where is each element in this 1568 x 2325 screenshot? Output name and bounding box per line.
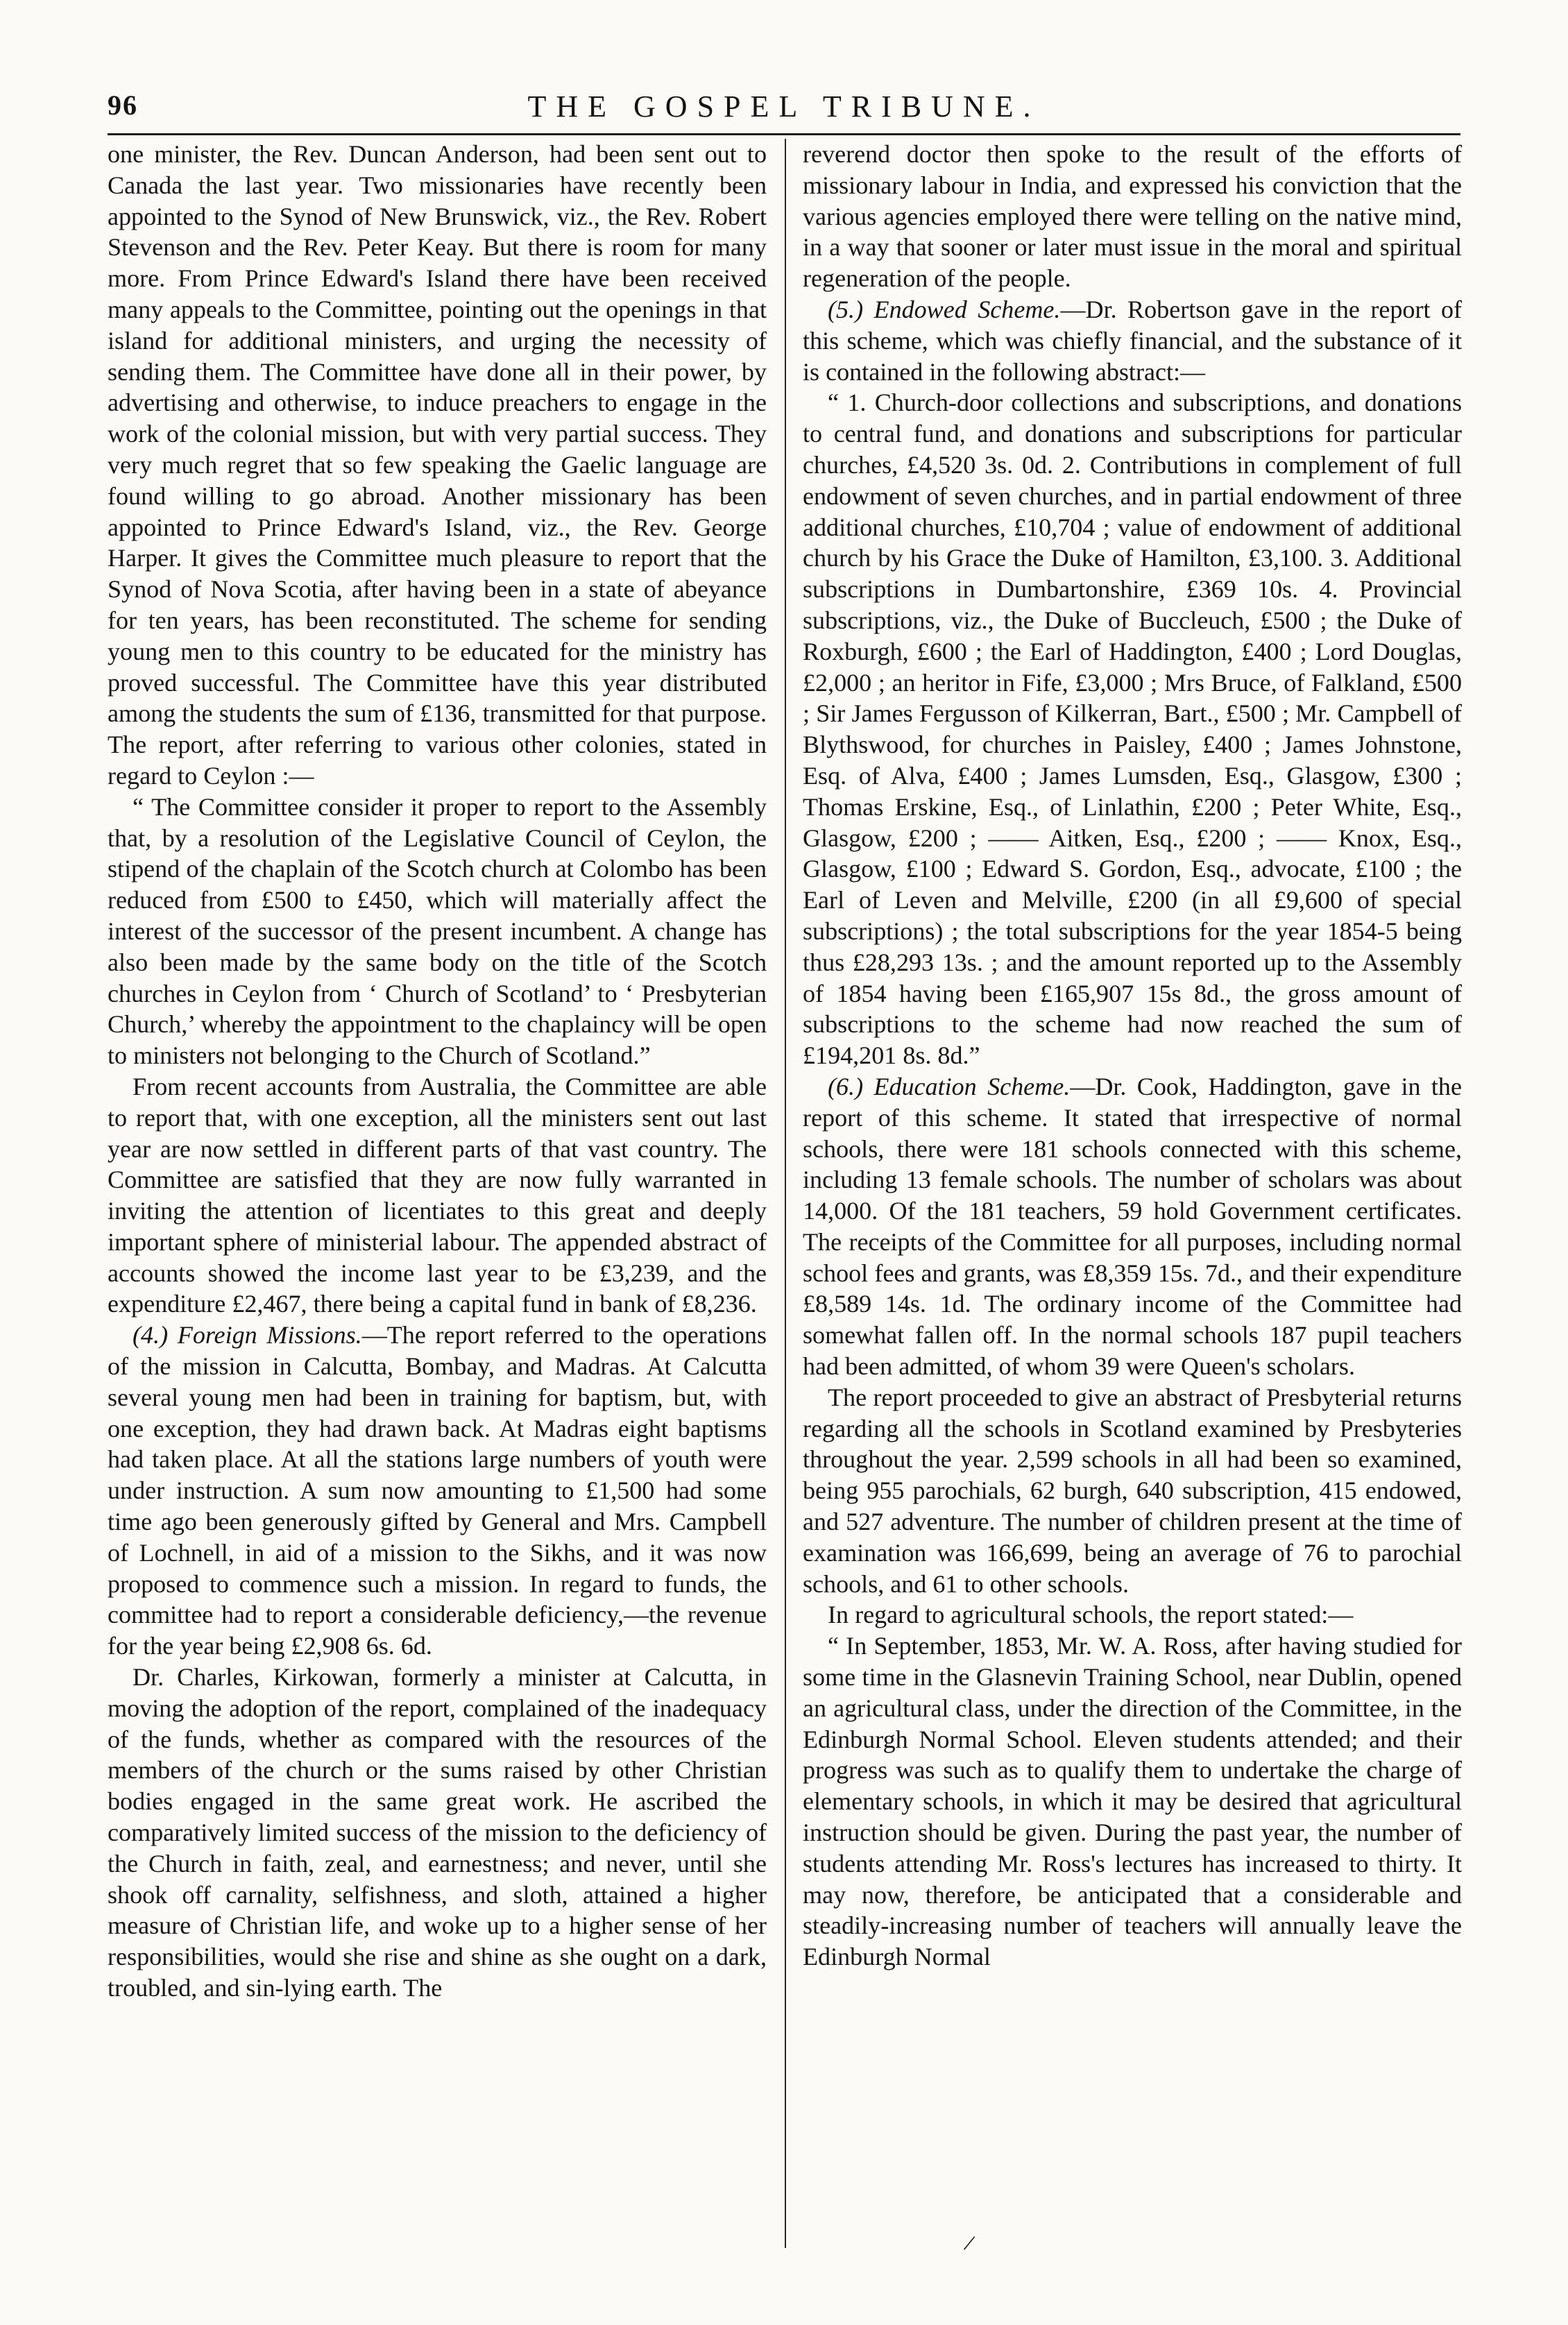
paragraph: “ The Committee consider it proper to report to the Assembly that, by a resolution of the Legislative Council of Ceylon, the stipend of the chaplain of the Scotch church at Colombo has been reduced from £500 to £450, which will materially affect the interest of the successor of the present incumbent. A change has also been made by the same body on the title of the Scotch churches in Ceylon from ‘ Church of Scotland’ to ‘ Presbyterian Church,’ whereby the appointment to the chaplaincy will be open to ministers not belonging to the Church of Scotland.” xyxy=(108,792,767,1070)
running-title: THE GOSPEL TRIBUNE. xyxy=(527,90,1041,124)
header-rule xyxy=(108,133,1460,135)
left-column xyxy=(108,139,767,2004)
section-label: (4.) Foreign Missions. xyxy=(133,1321,362,1349)
paragraph: “ 1. Church-door collections and subscriptions, and donations to central fund, and donations and subscriptions for particular churches, £4,520 3s. 0d. 2. Contributions in complement of full endowment of seven churches, and in partial endowment of three additional churches, £10,704 ; value of endowment of additional church by his Grace the Duke of Hamilton, £3,100. 3. Additional subscriptions in Dumbartonshire, £369 10s. 4. Provincial subscriptions, viz., the Duke of Buccleuch, £500 ; the Duke of Roxburgh, £600 ; the Earl of Haddington, £400 ; Lord Douglas, £2,000 ; an heritor in Fife, £3,000 ; Mrs Bruce, of Falkland, £500 ; Sir James Fergusson of Kilkerran, Bart., £500 ; Mr. Campbell of Blythswood, for churches in Paisley, £400 ; James Johnstone, Esq. of Alva, £400 ; James Lumsden, Esq., Glasgow, £300 ; Thomas Erskine, Esq., of Linlathin, £200 ; Peter White, Esq., Glasgow, £200 ; —— Aitken, Esq., £200 ; —— Knox, Esq., Glasgow, £100 ; Edward S. Gordon, Esq., advocate, £100 ; the Earl of Leven and Melville, £200 (in all £9,600 of special subscriptions) ; the total subscriptions for the year 1854-5 being thus £28,293 13s. ; and the amount reported up to the Assembly of 1854 having been £165,907 15s 8d., the gross amount of subscriptions to the scheme had now reached the sum of £194,201 8s. 8d.” xyxy=(803,389,1462,1070)
paragraph: Dr. Charles, Kirkowan, formerly a minister at Calcutta, in moving the adoption of the report, complained of the inadequacy of the funds, whether as compared with the resources of the members of the church or the sums raised by other Christian bodies engaged in the same great work. He ascribed the comparatively limited success of the mission to the deficiency of the Church in faith, zeal, and earnestness; and never, until she shook off carnality, selfishness, and sloth, attained a higher measure of Christian life, and woke up to a higher sense of her responsibilities, would she rise and shine as she ought on a dark, troubled, and sin-lying earth. The xyxy=(108,1663,767,2002)
stray-ink-mark: / xyxy=(962,2230,977,2257)
paragraph-text: —The report referred to the operations of the mission in Calcutta, Bombay, and Madras. At Calcutta several young men had been in training for baptism, but, with one exception, they had drawn back. At Madras eight baptisms had taken place. At all the stations large numbers of youth were under instruction. A sum now amounting to £1,500 had some time ago been generously gifted by General and Mrs. Campbell of Lochnell, in aid of a mission to the Sikhs, and it was now proposed to commence such a mission. In regard to funds, the committee had to report a considerable deficiency,—the revenue for the year being £2,908 6s. 6d. xyxy=(108,1321,767,1660)
paragraph: reverend doctor then spoke to the result of the efforts of missionary labour in India, and expressed his conviction that the various agencies employed there were telling on the native mind, in a way that sooner or later must issue in the moral and spiritual regeneration of the people. xyxy=(803,140,1462,293)
paragraph: “ In September, 1853, Mr. W. A. Ross, after having studied for some time in the Glasnevin Training School, near Dublin, opened an agricultural class, under the direction of the Committee, in the Edinburgh Normal School. Eleven students attended; and their progress was such as to qualify them to undertake the charge of elementary schools, in which it may be desired that agricultural instruction should be given. During the past year, the number of students attending Mr. Ross's lectures has increased to thirty. It may now, therefore, be anticipated that a considerable and steadily-increasing number of teachers will annually leave the Edinburgh Normal xyxy=(803,1632,1462,1971)
column-divider xyxy=(785,139,786,2248)
paragraph: From recent accounts from Australia, the Committee are able to report that, with one exception, all the ministers sent out last year are now settled in different parts of that vast country. The Committee are satisfied that they are now fully warranted in inviting the attention of licentiates to this great and deeply important sphere of ministerial labour. The appended abstract of accounts showed the income last year to be £3,239, and the expenditure £2,467, there being a capital fund in bank of £8,236. xyxy=(108,1072,767,1318)
paragraph: The report proceeded to give an abstract of Presbyterial returns regarding all the schools in Scotland examined by Presbyteries throughout the year. 2,599 schools in all had been so examined, being 955 parochials, 62 burgh, 640 subscription, 415 endowed, and 527 adventure. The number of children present at the time of examination was 166,699, being an average of 76 to parochial schools, and 61 to other schools. xyxy=(803,1383,1462,1598)
paragraph xyxy=(108,1320,767,1662)
section-label: (5.) Endowed Scheme. xyxy=(828,295,1061,323)
paragraph xyxy=(803,1071,1462,1382)
paragraph: one minister, the Rev. Duncan Anderson, had been sent out to Canada the last year. Two missionaries have recently been appointed to the Synod of New Brunswick, viz., the Rev. Robert Stevenson and the Rev. Peter Keay. But there is room for many more. From Prince Edward's Island there have been received many appeals to the Committee, pointing out the openings in that island for additional ministers, and urging the necessity of sending them. The Committee have done all in their power, by advertising and otherwise, to induce preachers to engage in the work of the colonial mission, but with very partial success. They very much regret that so few speaking the Gaelic language are found willing to go abroad. Another missionary has been appointed to Prince Edward's Island, viz., the Rev. George Harper. It gives the Committee much pleasure to report that the Synod of Nova Scotia, after having been in a state of abeyance for ten years, has been reconstituted. The scheme for sending young men to this country to be educated for the ministry has proved successful. The Committee have this year distributed among the students the sum of £136, transmitted for that purpose. The report, after referring to various other colonies, stated in regard to Ceylon :— xyxy=(108,140,767,790)
page-header xyxy=(108,89,1460,130)
paragraph: In regard to agricultural schools, the report stated:— xyxy=(828,1601,1354,1629)
page-number: 96 xyxy=(108,90,138,121)
paragraph xyxy=(803,294,1462,387)
paragraph-text: —Dr. Robertson gave in the report of this scheme, which was chiefly financial, and the substance of it is contained in the following abstract:— xyxy=(803,295,1463,386)
right-column xyxy=(803,139,1462,1973)
section-label: (6.) Education Scheme. xyxy=(828,1072,1071,1100)
paragraph-text: —Dr. Cook, Haddington, gave in the report of this scheme. It stated that irrespective of normal schools, there were 181 schools connected with this scheme, including 13 female schools. The number of scholars was about 14,000. Of the 181 teachers, 59 hold Government certificates. The receipts of the Committee for all purposes, including normal school fees and grants, was £8,359 15s. 7d., and their expenditure £8,589 14s. 1d. The ordinary income of the Committee had somewhat fallen off. In the normal schools 187 pupil teachers had been admitted, of whom 39 were Queen's scholars. xyxy=(803,1072,1462,1381)
